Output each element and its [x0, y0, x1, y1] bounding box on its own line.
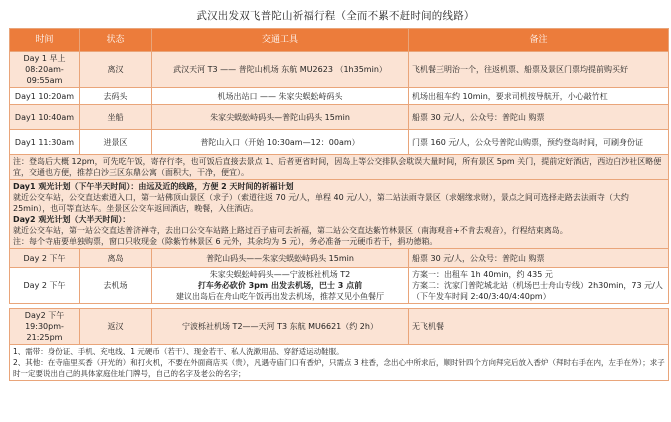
day2-plan-text: 就近公交车站，第一站公交直达普济禅寺，去出口公交车站路上路过百子庙可去祈福，第二站公交直达紫竹林景区（南海观音+不肯去观音），行程结束离岛。: [13, 226, 568, 235]
footer-line-2: 2、其他：在寺庙里买香（开光的）和打火机，不要在外面商店买（贵），凡遇寺庙门口有香炉，只需点 3 柱香，念出心中所求后，顺时针四个方向拜完后放入香炉（拜时右手在内，左手在外）；求子时一定要说出自己的具体家庭住址门牌号，自己的名字及老公的名字；: [13, 358, 665, 378]
row-time: Day1 10:20am: [10, 88, 80, 105]
row-notes: 无飞机餐: [409, 309, 669, 345]
row-notes: 船票 30 元/人，公众号：普陀山 购票: [409, 105, 669, 130]
row-time: Day1 11:30am: [10, 130, 80, 155]
transport-route: 朱家尖蜈蚣峙码头——宁波栎社机场 T2: [209, 270, 351, 279]
row-notes: 门票 160 元/人，公众号普陀山购票，预约登岛时间，可刷身份证: [409, 130, 669, 155]
row-status: 进景区: [80, 130, 152, 155]
row-transport: 武汉天河 T3 —— 普陀山机场 东航 MU2623 （1h35min）: [152, 52, 409, 88]
row-transport: 宁波栎社机场 T2——天河 T3 东航 MU6621（约 2h）: [152, 309, 409, 345]
row-transport: 普陀山入口（开始 10:30am—12：00am）: [152, 130, 409, 155]
table-row: [10, 130, 669, 155]
table-header-row: [10, 29, 669, 52]
table-row: [10, 105, 669, 130]
itinerary-table: [9, 28, 669, 381]
row-time: Day 2 下午: [10, 249, 80, 268]
table-row: [10, 309, 669, 345]
table-row: [10, 249, 669, 268]
row-status: 去机场: [80, 268, 152, 304]
row-status: 去码头: [80, 88, 152, 105]
header-time: 时间: [10, 29, 80, 52]
plan-row: [10, 180, 669, 249]
row-time: Day 1 早上 08:20am-09:55am: [10, 52, 80, 88]
taxi-advice: 打车务必砍价 3pm 出发去机场，巴士 3 点前: [197, 281, 363, 290]
lunch-advice: 建议出岛后在舟山吃午饭再出发去机场，推荐又见小鱼餐厅: [176, 292, 384, 301]
table-row: [10, 268, 669, 304]
row-status: 坐船: [80, 105, 152, 130]
row-transport: [152, 268, 409, 304]
header-transport: 交通工具: [152, 29, 409, 52]
document-title: 武汉出发双飞普陀山祈福行程（全而不累不赶时间的线路）: [196, 10, 475, 22]
row-time: Day1 10:40am: [10, 105, 80, 130]
row-notes: 船票 30 元/人，公众号：普陀山 购票: [409, 249, 669, 268]
option-one: 方案一：出租车 1h 40min，约 435 元: [412, 270, 553, 279]
row-transport: 普陀山码头——朱家尖蜈蚣峙码头 15min: [152, 249, 409, 268]
row-notes: 飞机餐三明治一个，往返机票、船票及景区门票均提前购买好: [409, 52, 669, 88]
note-row: [10, 155, 669, 180]
row-transport: 机场出站口 —— 朱家尖蜈蚣峙码头: [152, 88, 409, 105]
day1-plan-text: 就近公交车站，公交直达索道入口，第一站佛顶山景区（求子）（索道往返 70 元/人，单程 40 元/人），第二站法雨寺景区（求姻缘求财），景点之间可选择走路去法雨寺（大约 25min），也可等直达车。坐景区公交车返回酒店，晚餐，入住酒店。: [13, 193, 629, 213]
day2-plan-note: 注：每个寺庙要单独购票，窗口只收现金（除紫竹林景区 6 元外，其余均为 5 元），务必准备一元硬币若干，捐功德箱。: [13, 237, 438, 246]
table-row: [10, 88, 669, 105]
option-two: 方案二：沈家门普陀城北站（机场巴士舟山专线）2h30min，73 元/人（下午发车时间 2:40/3:40/4:40pm）: [412, 281, 663, 301]
arrival-note: 注：登岛后大概 12pm，可先吃午饭，寄存行李，也可饭后直接去景点 1、后者更省时间，因岛上等公交排队会耽误大量时间，所有景区 5pm 关门，提前定好酒店，西边白沙社区略便宜，交通也方便，推荐白沙三区东鼎公寓（面积大，干净，便宜）。: [10, 155, 669, 180]
day2-plan-heading: Day2 观光计划（大半天时间）：: [13, 215, 131, 224]
footer-row: [10, 345, 669, 381]
row-notes: [409, 268, 669, 304]
row-time: Day2 下午 19:30pm-21:25pm: [10, 309, 80, 345]
footer-notes: [10, 345, 669, 381]
row-time: Day 2 下午: [10, 268, 80, 304]
header-notes: 备注: [409, 29, 669, 52]
table-row: [10, 52, 669, 88]
row-status: 返汉: [80, 309, 152, 345]
row-status: 离岛: [80, 249, 152, 268]
row-notes: 机场出租车约 10min，要求司机按导航开，小心敲竹杠: [409, 88, 669, 105]
day1-plan-heading: Day1 观光计划（下午半天时间）：由远及近的线路，方便 2 天时间的祈福计划: [13, 182, 294, 191]
sightseeing-plan: [10, 180, 669, 249]
row-status: 离汉: [80, 52, 152, 88]
footer-line-1: 1、需带：身份证、手机、充电线、1 元硬币（若干）、现金若干、私人洗漱用品、穿舒适运动鞋服。: [13, 347, 344, 356]
header-status: 状态: [80, 29, 152, 52]
row-transport: 朱家尖蜈蚣峙码头—普陀山码头 15min: [152, 105, 409, 130]
